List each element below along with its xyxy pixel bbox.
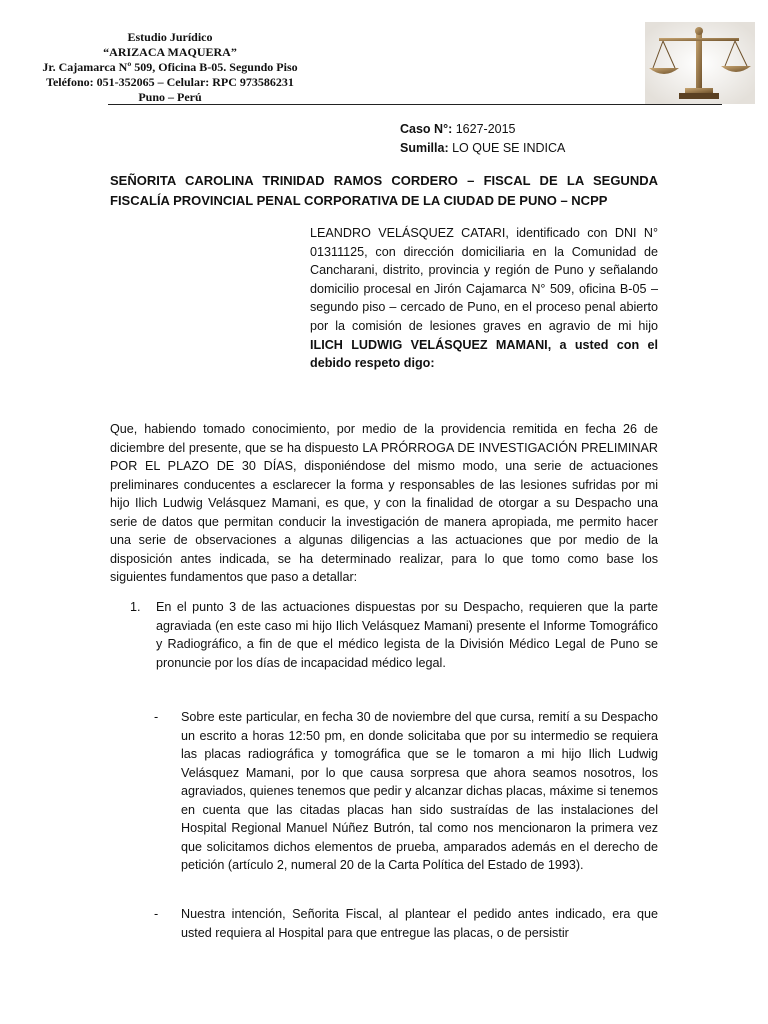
case-number-value: 1627-2015 xyxy=(455,122,516,136)
header-divider xyxy=(108,104,722,105)
list-item-text: En el punto 3 de las actuaciones dispuestas por su Despacho, requieren que la parte agraviada (en este caso mi hijo Ilich Velásquez Mamani) presente el Informe Tomográfico y Radiográfico, a fin de que el médico legista de la División Médico Legal de Puno se pronuncie por los días de incapacidad médico legal. xyxy=(156,600,658,670)
list-item-number: 1. xyxy=(130,600,141,614)
case-info xyxy=(400,120,565,158)
petitioner-name: LEANDRO VELÁSQUEZ CATARI, xyxy=(310,226,509,240)
case-number-line xyxy=(400,120,565,139)
bullet-text: Nuestra intención, Señorita Fiscal, al plantear el pedido antes indicado, era que usted requiera al Hospital para que entregue las placas, o de persistir xyxy=(181,907,658,940)
case-number-label: Caso N°: xyxy=(400,122,453,136)
bullet-text: Sobre este particular, en fecha 30 de noviembre del que cursa, remití a su Despacho un escrito a horas 12:50 pm, en donde solicitaba que por su intermedio se requiera las placas radiográfica y tomográfica que se le tomaron a mi hijo Ilich Ludwig Velásquez Mamani, por lo que causa sorpresa que ahora seamos nosotros, los agraviados, quienes tenemos que pedir y alcanzar dichas placas, máxime si tenemos en cuenta que las citadas placas han sido sustraídas de las instalaciones del Hospital Regional Manuel Núñez Butrón, tal como nos mencionaron la primera vez que solicitamos dichos elementos de prueba, amparados además en el derecho de petición (artículo 2, numeral 20 de la Carta Política del Estado de 1993). xyxy=(181,710,658,872)
sumilla-label: Sumilla: xyxy=(400,141,449,155)
intro-closing: , a usted con el debido respeto digo: xyxy=(310,337,658,371)
intro-text: identificado con DNI N° 01311125, con dirección domiciliaria en la Comunidad de Cancharani, distrito, provincia y región de Puno y señalando domicilio procesal en Jirón Cajamarca N° 509, oficina B-05 – segundo piso – cercado de Puno, en el proceso penal abierto por la comisión de lesiones graves en agravio de mi hijo xyxy=(310,226,658,333)
letterhead xyxy=(20,30,320,105)
scales-of-justice-icon xyxy=(645,22,755,104)
firm-type: Estudio Jurídico xyxy=(127,30,213,44)
firm-address: Jr. Cajamarca Nº 509, Oficina B-05. Segundo Piso xyxy=(42,60,298,74)
victim-name: ILICH LUDWIG VELÁSQUEZ MAMANI xyxy=(310,337,548,352)
sumilla-value: LO QUE SE INDICA xyxy=(452,141,566,155)
bullet-mark: - xyxy=(154,907,159,921)
sumilla-line xyxy=(400,139,565,158)
bullet-mark: - xyxy=(154,710,159,724)
firm-name: “ARIZACA MAQUERA” xyxy=(103,45,237,59)
addressee: SEÑORITA CAROLINA TRINIDAD RAMOS CORDERO – FISCAL DE LA SEGUNDA FISCALÍA PROVINCIAL PENAL CORPORATIVA DE LA CIUDAD DE PUNO – NCPP xyxy=(110,173,658,208)
intro-paragraph xyxy=(310,224,658,373)
firm-city: Puno – Perú xyxy=(138,90,202,104)
main-paragraph: Que, habiendo tomado conocimiento, por medio de la providencia remitida en fecha 26 de diciembre del presente, que se ha dispuesto LA PRÓRROGA DE INVESTIGACIÓN PRELIMINAR POR EL PLAZO DE 30 DÍAS, disponiéndose del mismo modo, una serie de actuaciones preliminares conducentes a esclarecer la forma y responsables de las lesiones sufridas por mi hijo Ilich Ludwig Velásquez Mamani, es que, y con la finalidad de otorgar a su Despacho una serie de datos que permitan conducir la investigación de manera apropiada, me permito hacer una serie de observaciones a algunas diligencias a las actuaciones que por medio de la disposición antes indicada, se ha determinado realizar, para lo que tomo como base los siguientes fundamentos que paso a detallar: xyxy=(110,422,658,584)
firm-phone: Teléfono: 051-352065 – Celular: RPC 973586231 xyxy=(46,75,294,89)
